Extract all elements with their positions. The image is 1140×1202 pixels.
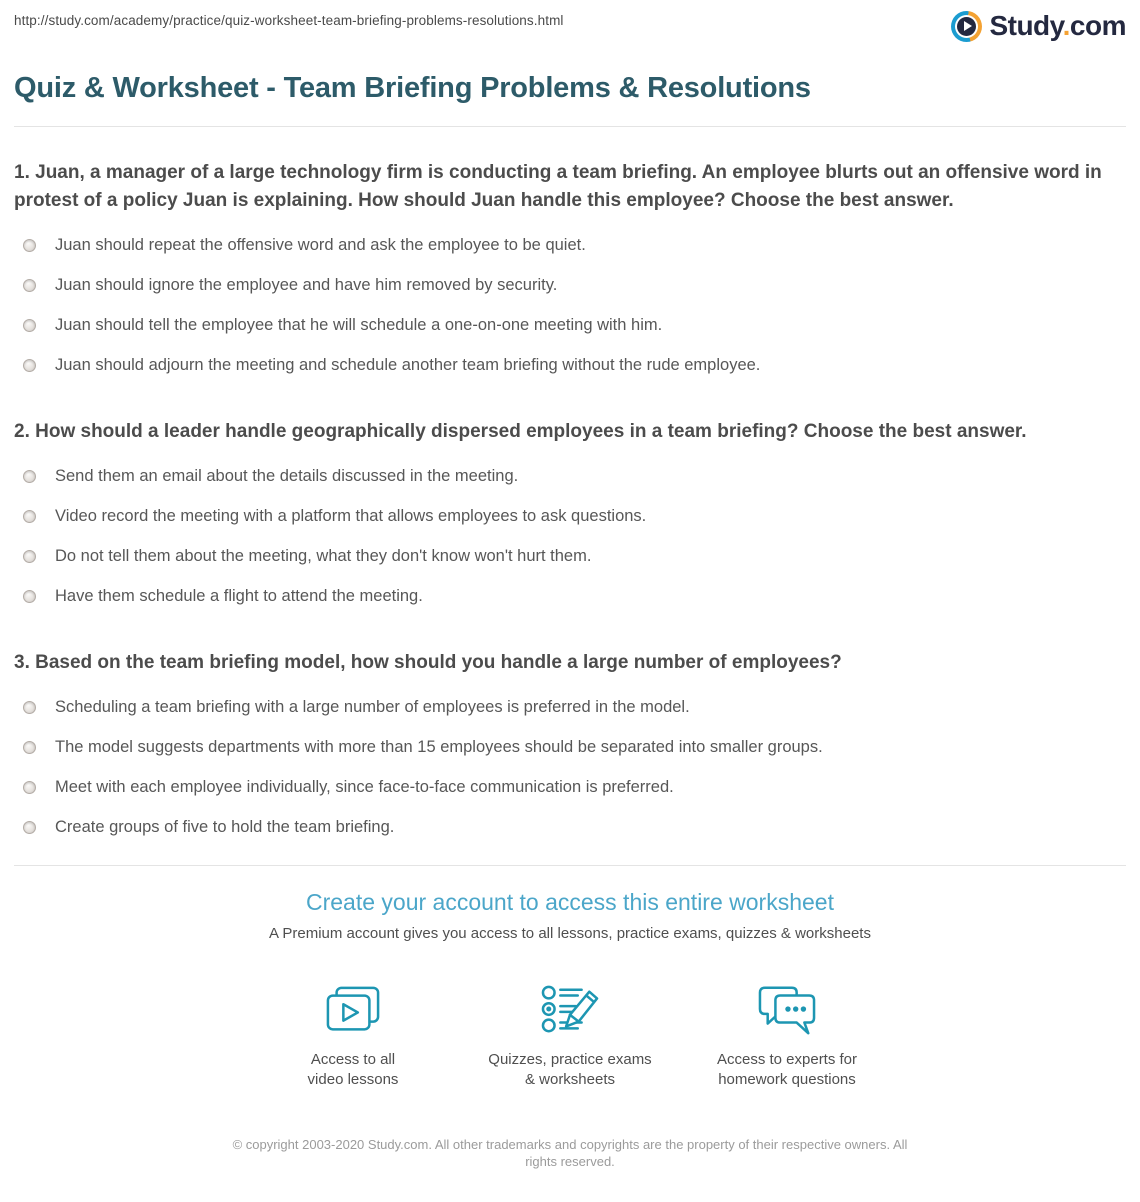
- answer-option-label: Scheduling a team briefing with a large number of employees is preferred in the model.: [55, 698, 690, 716]
- question-block-3: [14, 649, 1126, 837]
- feature-video-lessons: [245, 980, 462, 1090]
- answer-option-label: Juan should repeat the offensive word and ask the employee to be quiet.: [55, 236, 586, 254]
- radio-button[interactable]: [23, 821, 36, 834]
- answer-option[interactable]: [23, 467, 1126, 486]
- radio-button[interactable]: [23, 550, 36, 563]
- answer-option-label: Meet with each employee individually, since face-to-face communication is preferred.: [55, 778, 674, 796]
- answer-option-label: Have them schedule a flight to attend the meeting.: [55, 587, 423, 605]
- answer-option[interactable]: [23, 276, 1126, 295]
- radio-button[interactable]: [23, 470, 36, 483]
- quizzes-worksheets-icon: [462, 980, 679, 1038]
- radio-button[interactable]: [23, 510, 36, 523]
- radio-button[interactable]: [23, 279, 36, 292]
- title-divider: [14, 126, 1126, 127]
- answer-option-label: Send them an email about the details discussed in the meeting.: [55, 467, 519, 485]
- answer-option[interactable]: [23, 587, 1126, 606]
- top-bar: [14, 0, 1126, 56]
- question-block-2: [14, 418, 1126, 606]
- answer-option-label: Create groups of five to hold the team briefing.: [55, 818, 395, 836]
- answer-option[interactable]: [23, 236, 1126, 255]
- answer-option[interactable]: [23, 738, 1126, 757]
- answer-option[interactable]: [23, 507, 1126, 526]
- feature-label: Quizzes, practice exams & worksheets: [488, 1051, 652, 1088]
- quiz-questions: [14, 159, 1126, 865]
- answer-option[interactable]: [23, 698, 1126, 717]
- radio-button[interactable]: [23, 741, 36, 754]
- radio-button[interactable]: [23, 781, 36, 794]
- studycom-play-icon: [951, 11, 982, 42]
- answer-option-label: Juan should adjourn the meeting and schedule another team briefing without the rude employee.: [55, 356, 761, 374]
- answer-option[interactable]: [23, 778, 1126, 797]
- question-prompt: 3. Based on the team briefing model, how should you handle a large number of employees?: [14, 652, 842, 673]
- feature-experts-chat: [679, 980, 896, 1090]
- create-account-section: [14, 889, 1126, 1090]
- radio-button[interactable]: [23, 590, 36, 603]
- question-prompt: 2. How should a leader handle geographically dispersed employees in a team briefing? Choose the best answer.: [14, 421, 1027, 442]
- answer-option-label: Do not tell them about the meeting, what they don't know won't hurt them.: [55, 547, 592, 565]
- cta-title: Create your account to access this entire worksheet: [306, 889, 834, 915]
- feature-label: Access to experts for homework questions: [716, 1051, 858, 1088]
- cta-subtitle: A Premium account gives you access to all lessons, practice exams, quizzes & worksheets: [269, 925, 871, 942]
- video-lessons-icon: [245, 980, 462, 1038]
- answer-option[interactable]: [23, 547, 1126, 566]
- question-block-1: [14, 159, 1126, 375]
- cta-divider: [14, 865, 1126, 866]
- radio-button[interactable]: [23, 319, 36, 332]
- radio-button[interactable]: [23, 359, 36, 372]
- radio-button[interactable]: [23, 239, 36, 252]
- copyright-notice: © copyright 2003-2020 Study.com. All other trademarks and copyrights are the property of their respective owners. All rights reserved.: [232, 1137, 908, 1169]
- page-title: Quiz & Worksheet - Team Briefing Problems & Resolutions: [14, 72, 811, 104]
- feature-label: Access to all video lessons: [307, 1051, 399, 1088]
- feature-list: [14, 980, 1126, 1090]
- feature-quizzes-worksheets: [462, 980, 679, 1090]
- question-prompt: 1. Juan, a manager of a large technology firm is conducting a team briefing. An employee blurts out an offensive word in protest of a policy Juan is explaining. How should Juan handle this employee? Choose the best answer.: [14, 162, 1102, 211]
- radio-button[interactable]: [23, 701, 36, 714]
- experts-chat-icon: [679, 980, 896, 1038]
- studycom-logo[interactable]: [951, 10, 1126, 42]
- answer-option-label: Video record the meeting with a platform that allows employees to ask questions.: [55, 507, 647, 525]
- answer-option[interactable]: [23, 316, 1126, 335]
- answer-option[interactable]: [23, 818, 1126, 837]
- studycom-logo-text: Study.com: [989, 10, 1126, 41]
- answer-option[interactable]: [23, 356, 1126, 375]
- answer-option-label: Juan should ignore the employee and have him removed by security.: [55, 276, 558, 294]
- page-url: http://study.com/academy/practice/quiz-worksheet-team-briefing-problems-resolutions.html: [14, 13, 564, 28]
- answer-option-label: The model suggests departments with more than 15 employees should be separated into smaller groups.: [55, 738, 823, 756]
- answer-option-label: Juan should tell the employee that he will schedule a one-on-one meeting with him.: [55, 316, 663, 334]
